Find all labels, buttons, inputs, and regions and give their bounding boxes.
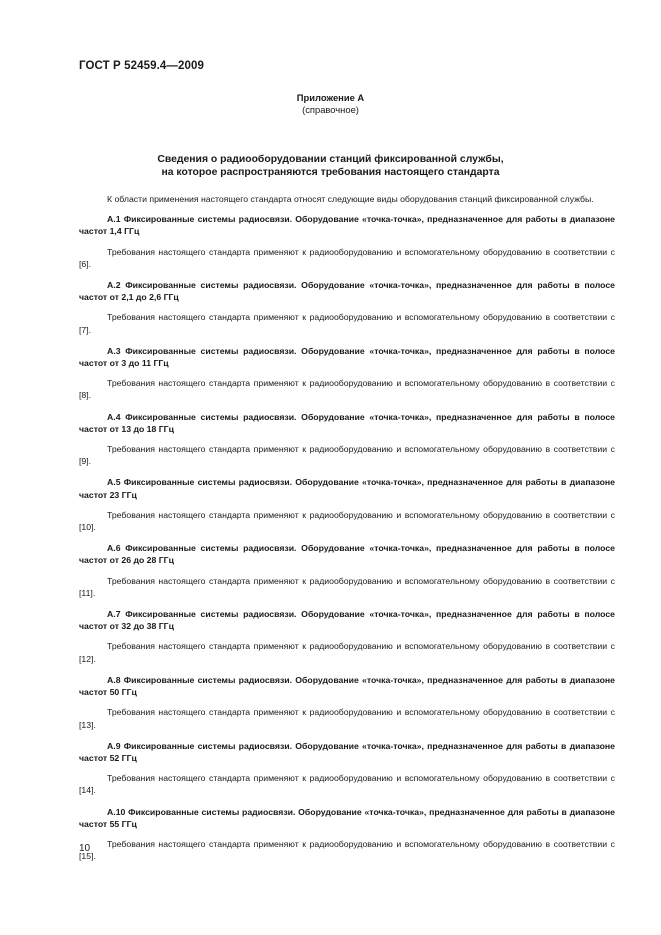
annex-title: Приложение А	[296, 92, 365, 103]
section-title: А.8 Фиксированные системы радиосвязи. Оборудование «точка-точка», предназначенное для работы в диапазоне частот 50 ГГц	[79, 674, 615, 698]
section-title: А.5 Фиксированные системы радиосвязи. Оборудование «точка-точка», предназначенное для работы в диапазоне частот 23 ГГц	[79, 477, 615, 500]
section-title: А.2 Фиксированные системы радиосвязи. Оборудование «точка-точка», предназначенное для работы в полосе частот от 2,1 до 2,6 ГГц	[79, 280, 615, 303]
section-text: Требования настоящего стандарта применяют к радиооборудованию и вспомогательному оборудованию в соответствии с [13].	[79, 707, 615, 730]
section-title: А.7 Фиксированные системы радиосвязи. Оборудование «точка-точка», предназначенное для работы в полосе частот от 32 до 38 ГГц	[79, 609, 615, 632]
section-title: А.4 Фиксированные системы радиосвязи. Оборудование «точка-точка», предназначенное для работы в полосе частот от 13 до 18 ГГц	[79, 411, 615, 434]
annex-main-title	[0, 153, 661, 179]
annex-heading	[0, 92, 661, 116]
section-text: Требования настоящего стандарта применяют к радиооборудованию и вспомогательному оборудованию в соответствии с [10].	[79, 509, 615, 533]
document-code: ГОСТ Р 52459.4—2009	[79, 60, 204, 72]
section-text: Требования настоящего стандарта применяют к радиооборудованию и вспомогательному оборудованию в соответствии с [15].	[79, 838, 615, 862]
document-body	[79, 193, 615, 871]
annex-subtitle: (справочное)	[302, 104, 359, 115]
title-line-1: Сведения о радиооборудовании станций фиксированной службы,	[157, 154, 504, 165]
section-title: А.3 Фиксированные системы радиосвязи. Оборудование «точка-точка», предназначенное для работы в полосе частот от 3 до 11 ГГц	[79, 345, 615, 369]
section-text: Требования настоящего стандарта применяют к радиооборудованию и вспомогательному оборудованию в соответствии с [8].	[79, 378, 615, 401]
section-title: А.9 Фиксированные системы радиосвязи. Оборудование «точка-точка», предназначенное для работы в диапазоне частот 52 ГГц	[79, 740, 615, 763]
section-text: Требования настоящего стандарта применяют к радиооборудованию и вспомогательному оборудованию в соответствии с [7].	[79, 312, 615, 335]
section-text: Требования настоящего стандарта применяют к радиооборудованию и вспомогательному оборудованию в соответствии с [11].	[79, 575, 615, 598]
section-title: А.6 Фиксированные системы радиосвязи. Оборудование «точка-точка», предназначенное для работы в полосе частот от 26 до 28 ГГц	[79, 543, 615, 566]
section-text: Требования настоящего стандарта применяют к радиооборудованию и вспомогательному оборудованию в соответствии с [12].	[79, 641, 615, 664]
section-text: Требования настоящего стандарта применяют к радиооборудованию и вспомогательному оборудованию в соответствии с [6].	[79, 246, 615, 269]
section-text: Требования настоящего стандарта применяют к радиооборудованию и вспомогательному оборудованию в соответствии с [14].	[79, 773, 615, 796]
title-line-2: на которое распространяются требования настоящего стандарта	[161, 167, 500, 178]
section-title: А.10 Фиксированные системы радиосвязи. Оборудование «точка-точка», предназначенное для работы в диапазоне частот 55 ГГц	[79, 806, 615, 829]
section-text: Требования настоящего стандарта применяют к радиооборудованию и вспомогательному оборудованию в соответствии с [9].	[79, 444, 615, 467]
section-title: А.1 Фиксированные системы радиосвязи. Оборудование «точка-точка», предназначенное для работы в диапазоне частот 1,4 ГГц	[79, 214, 615, 237]
page-number: 10	[79, 843, 91, 854]
intro-paragraph: К области применения настоящего стандарта относят следующие виды оборудования станций фиксированной службы.	[107, 194, 594, 204]
